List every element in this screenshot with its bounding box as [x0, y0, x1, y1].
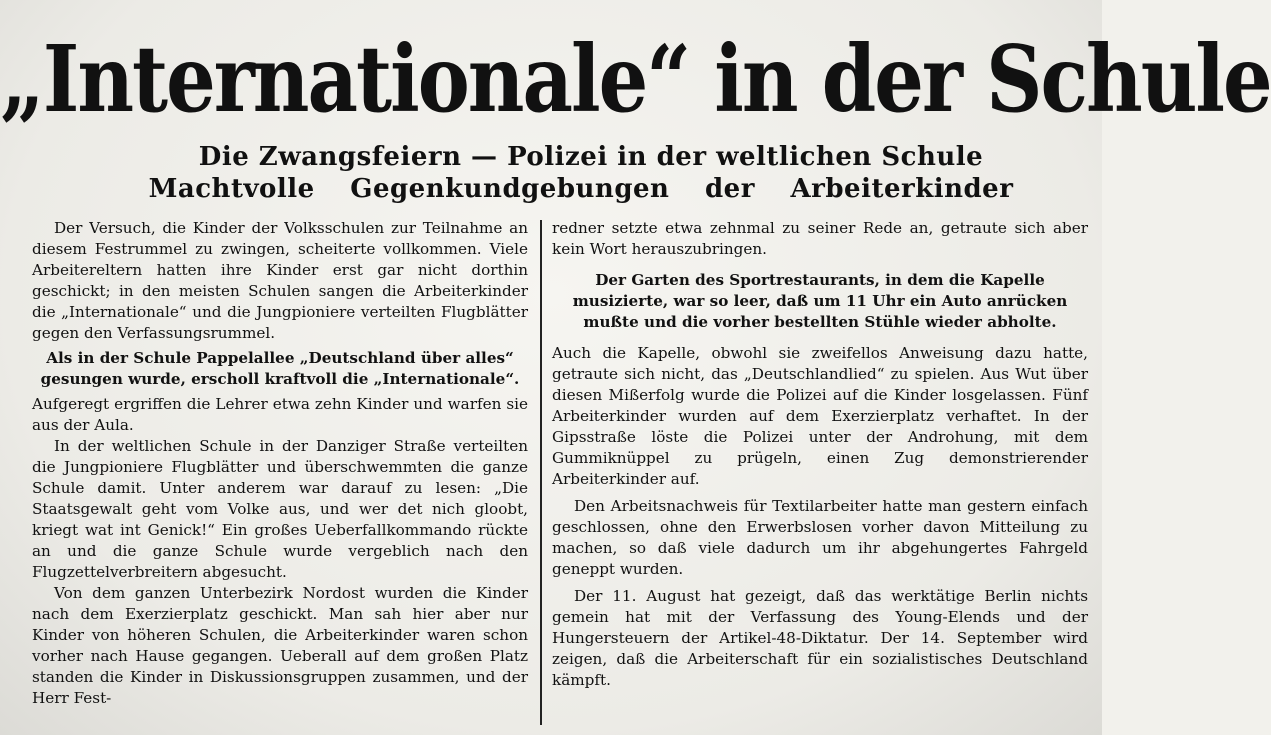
column-divider [540, 220, 542, 725]
left-callout: Als in der Schule Pappelallee „Deutschland über alles“ gesungen wurde, erscholl kraftvoll die „Internationale“. [40, 349, 520, 388]
right-callout: Der Garten des Sportrestaurants, in dem die Kapelle musizierte, war so leer, daß um 11 Uhr ein Auto anrücken mußte und die vorher bestellten Stühle wieder abholte. [572, 271, 1068, 331]
right-paragraph-2: Auch die Kapelle, obwohl sie zweifellos Anweisung dazu hatte, getraute sich nicht, das „Deutschlandlied“ zu spielen. Aus Wut über diesen Mißerfolg wurde die Polizei auf die Kinder losgelassen. Fünf Arbeiterkinder wurden auf dem Exerzierplatz verhaftet. In der Gipsstraße löste die Polizei unter der Androhung, mit dem Gummiknüppel zu prügeln, einen Zug demonstrierender Arbeiterkinder auf. [552, 344, 1088, 488]
headline: „Internationale“ in der Schule [0, 25, 1271, 134]
left-paragraph-1: Der Versuch, die Kinder der Volksschulen zur Teilnahme an diesem Festrummel zu zwingen, scheiterte vollkommen. Viele Arbeitereltern hatten ihre Kinder erst gar nicht dorthin geschickt; in den meisten Schulen sangen die Arbeiterkinder die „Internationale“ und die Jungpioniere verteilten Flugblätter gegen den Verfassungsrummel. [32, 219, 528, 342]
right-column [552, 218, 1088, 691]
right-paragraph-3: Den Arbeitsnachweis für Textilarbeiter hatte man gestern einfach geschlossen, ohne den Erwerbslosen vorher davon Mitteilung zu machen, so daß viele dadurch um ihr abgehungertes Fahrgeld geneppt wurden. [552, 497, 1088, 578]
left-column [32, 218, 528, 709]
left-paragraph-4: Von dem ganzen Unterbezirk Nordost wurden die Kinder nach dem Exerzierplatz geschickt. Man sah hier aber nur Kinder von höheren Schulen, die Arbeiterkinder waren schon vorher nach Hause gegangen. Ueberall auf dem großen Platz standen die Kinder in Diskussionsgruppen zusammen, und der Herr Fest- [32, 584, 528, 707]
right-paragraph-1: redner setzte etwa zehnmal zu seiner Rede an, getraute sich aber kein Wort herauszubringen. [552, 219, 1088, 258]
subheadline-1: Die Zwangsfeiern — Polizei in der weltlichen Schule [198, 142, 984, 172]
spacer [552, 260, 1088, 266]
left-paragraph-2: Aufgeregt ergriffen die Lehrer etwa zehn Kinder und warfen sie aus der Aula. [32, 395, 528, 434]
left-paragraph-3: In der weltlichen Schule in der Danziger Straße verteilten die Jungpioniere Flugblätter und überschwemmten die ganze Schule damit. Unter anderem war darauf zu lesen: „Die Staatsgewalt geht vom Volke aus, und wer det nich gloobt, kriegt wat int Genick!“ Ein großes Ueberfallkommando rückte an und die ganze Schule wurde vergeblich nach den Flugzettelverbreitern abgesucht. [32, 437, 528, 581]
subheadline-2: Machtvolle Gegenkundgebungen der Arbeiterkinder [148, 174, 1014, 204]
right-paragraph-4: Der 11. August hat gezeigt, daß das werktätige Berlin nichts gemein hat mit der Verfassung des Young-Elends und der Hungersteuern der Artikel-48-Diktatur. Der 14. September wird zeigen, daß die Arbeiterschaft für ein sozialistisches Deutschland kämpft. [552, 587, 1088, 689]
